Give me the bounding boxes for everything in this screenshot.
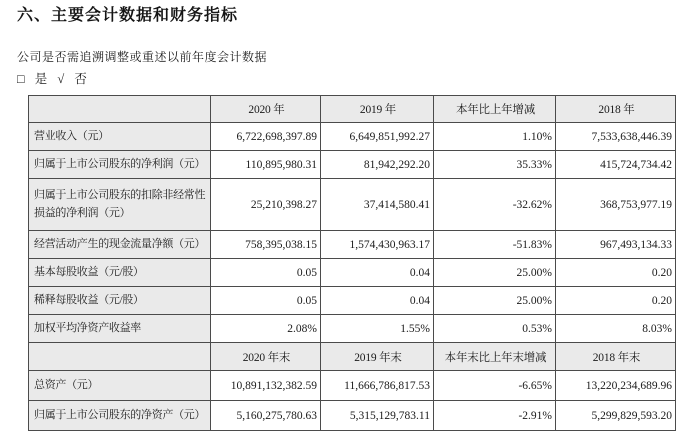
value-2018: 7,533,638,446.39 xyxy=(556,123,676,151)
row-label: 加权平均净资产收益率 xyxy=(29,315,211,343)
value-2018: 0.20 xyxy=(556,287,676,315)
row-label: 归属于上市公司股东的净利润（元） xyxy=(29,151,211,179)
value-change: 1.10% xyxy=(434,123,556,151)
section-title: 六、主要会计数据和财务指标 xyxy=(17,7,239,24)
header-2019: 2019 年 xyxy=(321,96,434,123)
restatement-answer xyxy=(17,69,94,87)
header-2020: 2020 年 xyxy=(211,96,321,123)
value-change: 25.00% xyxy=(434,287,556,315)
no-label: 否 xyxy=(74,72,87,86)
row-label: 基本每股收益（元/股） xyxy=(29,259,211,287)
table-row-basic-eps xyxy=(29,259,676,287)
header-empty-cell xyxy=(29,96,211,123)
value-2019: 5,315,129,783.11 xyxy=(321,401,434,431)
value-2018: 967,493,134.33 xyxy=(556,231,676,259)
row-label: 归属于上市公司股东的扣除非经常性损益的净利润（元） xyxy=(29,179,211,231)
value-2020: 6,722,698,397.89 xyxy=(211,123,321,151)
value-2019: 0.04 xyxy=(321,287,434,315)
value-2020: 25,210,398.27 xyxy=(211,179,321,231)
value-2020: 0.05 xyxy=(211,287,321,315)
row-label: 稀释每股收益（元/股） xyxy=(29,287,211,315)
row-label: 归属于上市公司股东的净资产（元） xyxy=(29,401,211,431)
value-2020: 5,160,275,780.63 xyxy=(211,401,321,431)
header-empty-cell xyxy=(29,343,211,371)
value-change: -6.65% xyxy=(434,371,556,401)
header-2019-end: 2019 年末 xyxy=(321,343,434,371)
value-2020: 10,891,132,382.59 xyxy=(211,371,321,401)
header-2018-end: 2018 年末 xyxy=(556,343,676,371)
table-header-yearend xyxy=(29,343,676,371)
value-2019: 1,574,430,963.17 xyxy=(321,231,434,259)
table-row-net-profit-excl-nonrecurring xyxy=(29,179,676,231)
value-2019: 37,414,580.41 xyxy=(321,179,434,231)
value-2020: 110,895,980.31 xyxy=(211,151,321,179)
table-row-total-assets xyxy=(29,371,676,401)
row-label: 营业收入（元） xyxy=(29,123,211,151)
value-2018: 0.20 xyxy=(556,259,676,287)
header-2018: 2018 年 xyxy=(556,96,676,123)
value-change: -2.91% xyxy=(434,401,556,431)
yes-label: 是 xyxy=(34,72,48,86)
header-yoy-change: 本年比上年增减 xyxy=(434,96,556,123)
table-row-diluted-eps xyxy=(29,287,676,315)
row-label: 经营活动产生的现金流量净额（元） xyxy=(29,231,211,259)
table-row-revenue xyxy=(29,123,676,151)
check-icon: √ xyxy=(57,72,65,86)
header-yearend-change: 本年末比上年末增减 xyxy=(434,343,556,371)
value-2019: 6,649,851,992.27 xyxy=(321,123,434,151)
value-2020: 0.05 xyxy=(211,259,321,287)
table-row-net-assets xyxy=(29,401,676,431)
header-2020-end: 2020 年末 xyxy=(211,343,321,371)
checkbox-unchecked-icon: □ xyxy=(17,72,25,86)
value-change: 35.33% xyxy=(434,151,556,179)
value-2018: 368,753,977.19 xyxy=(556,179,676,231)
financial-indicators-table xyxy=(28,95,676,431)
table-header-annual xyxy=(29,96,676,123)
value-2018: 13,220,234,689.96 xyxy=(556,371,676,401)
row-label: 总资产（元） xyxy=(29,371,211,401)
value-2018: 5,299,829,593.20 xyxy=(556,401,676,431)
table-row-weighted-avg-roe xyxy=(29,315,676,343)
value-2020: 2.08% xyxy=(211,315,321,343)
table-row-operating-cash-flow xyxy=(29,231,676,259)
value-2019: 11,666,786,817.53 xyxy=(321,371,434,401)
value-change: -51.83% xyxy=(434,231,556,259)
value-2019: 81,942,292.20 xyxy=(321,151,434,179)
value-2019: 1.55% xyxy=(321,315,434,343)
restatement-question: 公司是否需追溯调整或重述以前年度会计数据 xyxy=(17,50,268,64)
value-change: 0.53% xyxy=(434,315,556,343)
value-change: 25.00% xyxy=(434,259,556,287)
value-2018: 8.03% xyxy=(556,315,676,343)
value-2019: 0.04 xyxy=(321,259,434,287)
table-row-net-profit xyxy=(29,151,676,179)
value-2018: 415,724,734.42 xyxy=(556,151,676,179)
value-change: -32.62% xyxy=(434,179,556,231)
value-2020: 758,395,038.15 xyxy=(211,231,321,259)
